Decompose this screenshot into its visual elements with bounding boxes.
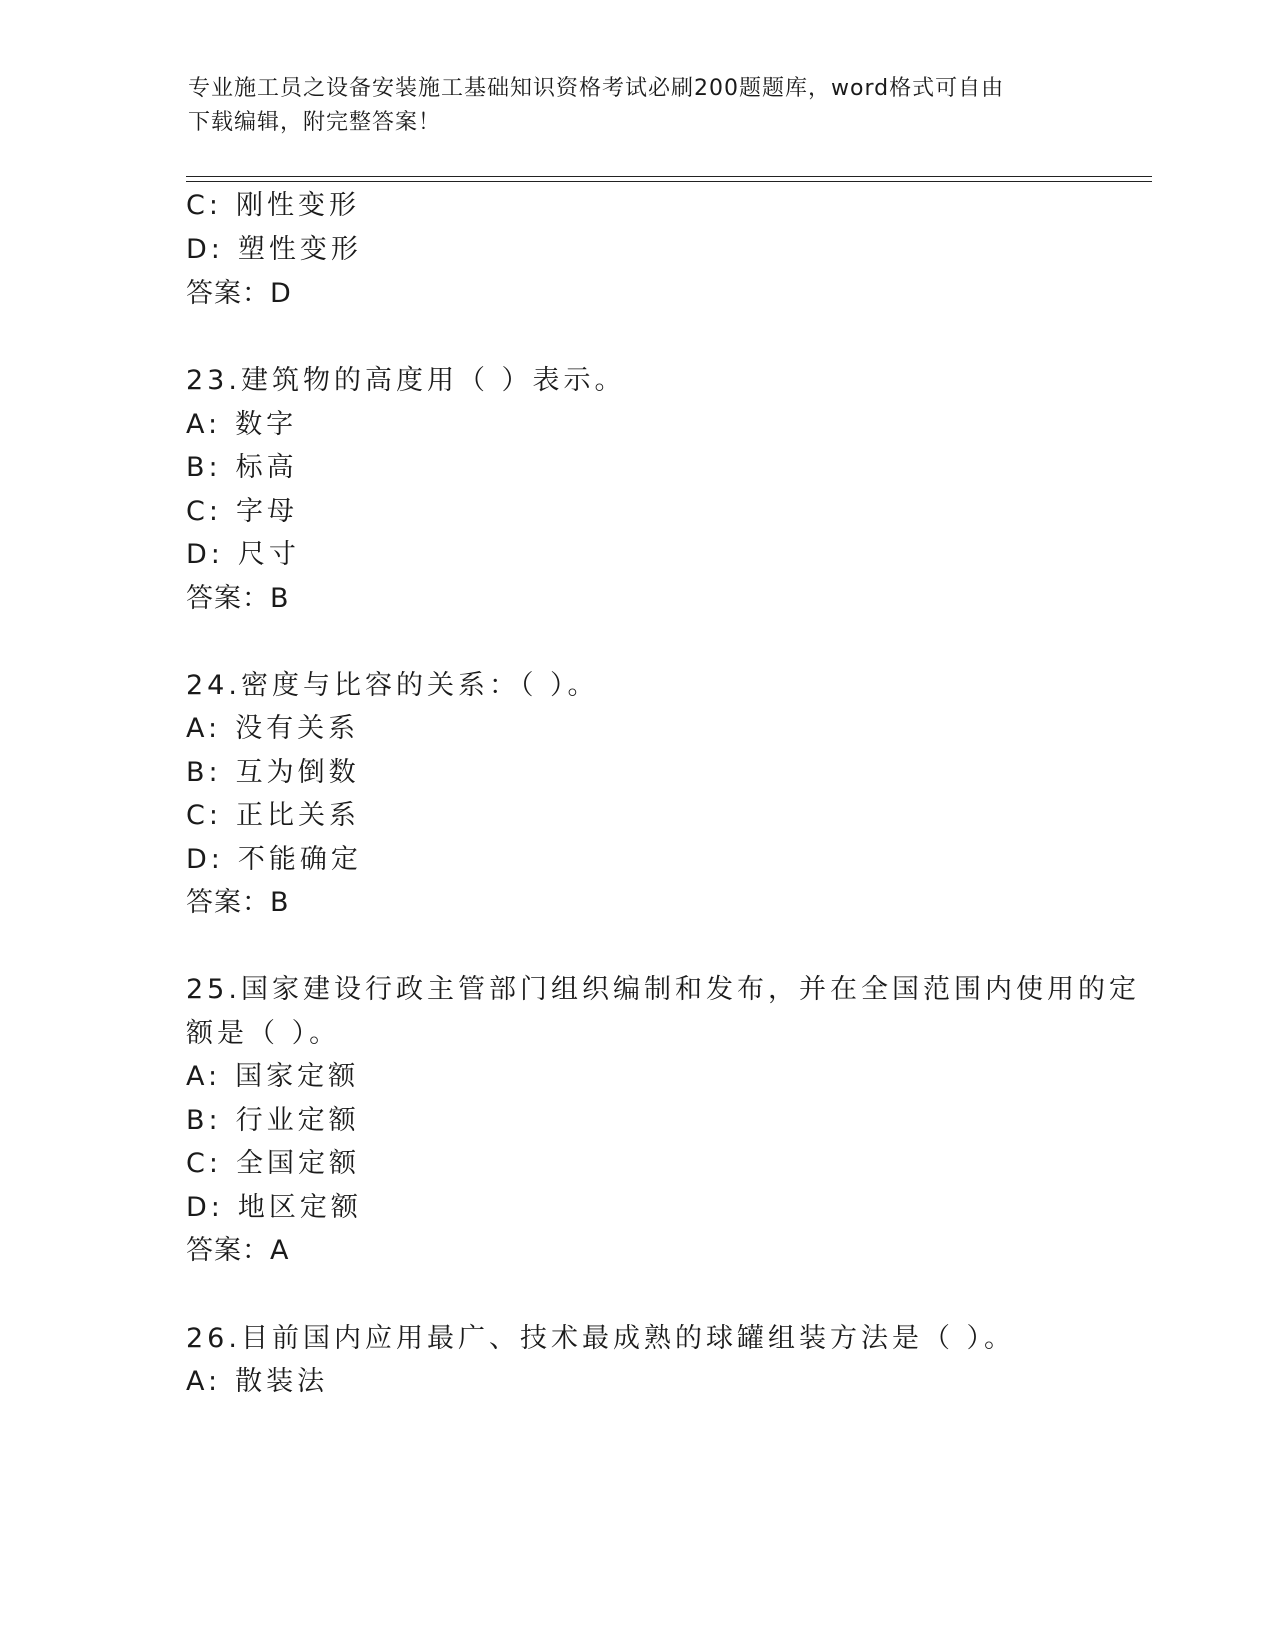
header-divider-top bbox=[186, 176, 1152, 177]
question-23-option-a: A: 数字 bbox=[186, 409, 298, 440]
question-26-stem: 26.目前国内应用最广、技术最成熟的球罐组装方法是（ ）。 bbox=[186, 1323, 1016, 1354]
question-24-option-c: C: 正比关系 bbox=[186, 800, 360, 831]
question-26-option-a: A: 散装法 bbox=[186, 1366, 329, 1397]
option-d: D: 塑性变形 bbox=[186, 234, 362, 265]
question-25-answer: 答案：A bbox=[186, 1235, 290, 1266]
option-c: C: 刚性变形 bbox=[186, 190, 360, 221]
question-25-stem-line-1: 25.国家建设行政主管部门组织编制和发布，并在全国范围内使用的定 bbox=[186, 974, 1140, 1005]
header-line-2: 下载编辑，附完整答案！ bbox=[188, 110, 442, 135]
question-25-option-a: A: 国家定额 bbox=[186, 1061, 360, 1092]
header-divider-bottom bbox=[186, 181, 1152, 182]
question-24-option-b: B: 互为倒数 bbox=[186, 757, 360, 788]
header-line-1: 专业施工员之设备安装施工基础知识资格考试必刷200题题库，word格式可自由 bbox=[188, 76, 1005, 101]
question-24-answer: 答案：B bbox=[186, 887, 290, 918]
question-24-option-d: D: 不能确定 bbox=[186, 844, 362, 875]
question-23-stem: 23.建筑物的高度用（ ）表示。 bbox=[186, 365, 626, 396]
question-25-option-b: B: 行业定额 bbox=[186, 1105, 360, 1136]
question-25-option-d: D: 地区定额 bbox=[186, 1192, 362, 1223]
question-25-stem-line-2: 额是（ ）。 bbox=[186, 1018, 341, 1049]
question-24-option-a: A: 没有关系 bbox=[186, 713, 360, 744]
question-25-option-c: C: 全国定额 bbox=[186, 1148, 360, 1179]
question-23-answer: 答案：B bbox=[186, 583, 290, 614]
question-23-option-b: B: 标高 bbox=[186, 452, 298, 483]
question-23-option-c: C: 字母 bbox=[186, 496, 298, 527]
document-header bbox=[188, 72, 1088, 140]
question-24-stem: 24.密度与比容的关系：（ ）。 bbox=[186, 670, 599, 701]
answer-line: 答案：D bbox=[186, 278, 292, 309]
question-23-option-d: D: 尺寸 bbox=[186, 539, 300, 570]
